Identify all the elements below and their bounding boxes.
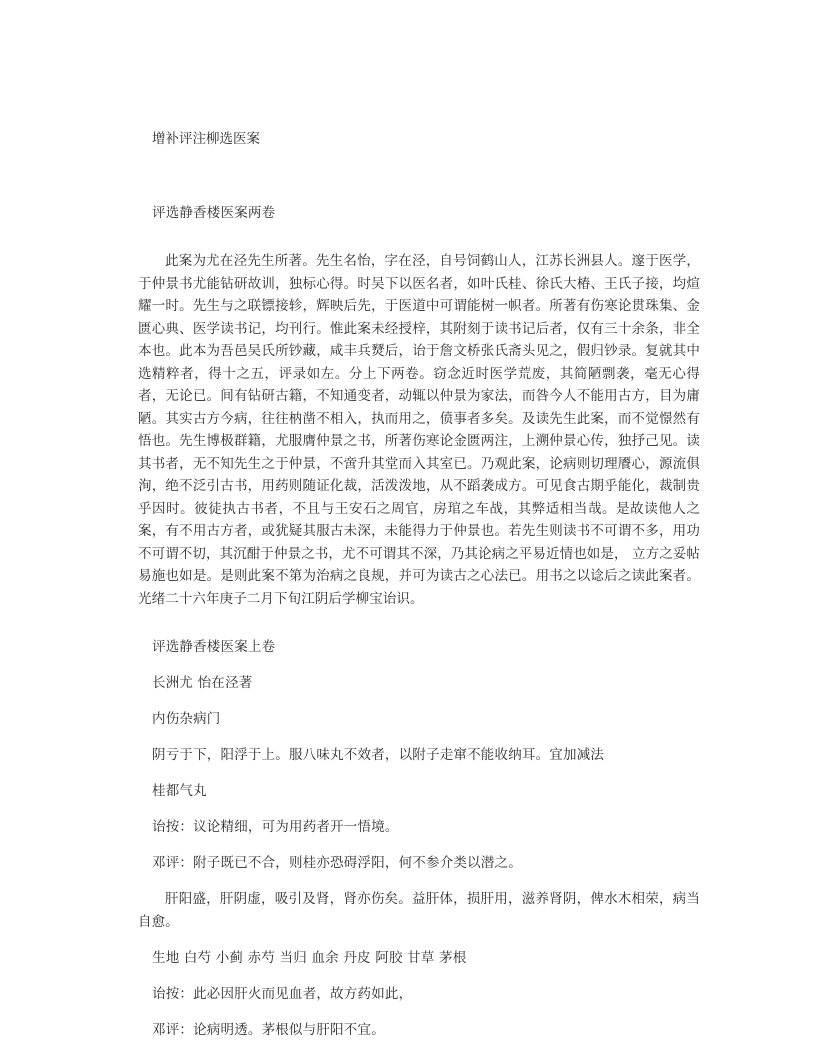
case-2-note-deng: 邓评：论病明透。茅根似与肝阳不宜。 <box>152 1022 385 1038</box>
title-spacer <box>138 150 700 202</box>
case-2-note-yi: 诒按：此必因肝火而见血者，故方药如此， <box>152 986 413 1002</box>
preface-paragraph: 此案为尤在泾先生所著。先生名怡，字在泾，自号饲鹤山人，江苏长洲县人。邃于医学，于仲景书尤能钻研故训，独标心得。时吴下以医名者，如叶氏桂、徐氏大椿、王氏子接，均煊耀一时。先生与之联镖接轸，辉映后先，于医道中可谓能树一帜者。所著有伤寒论贯珠集、金匮心典、医学读书记，均刊行。惟此案未经授梓，其附刻于读书记后者，仅有三十余条，非全本也。此本为吾邑吴氏所钞藏，咸丰兵燹后，诒于詹文桥张氏斋头见之，假归钞录。复就其中选精粹者，得十之五，评录如左。分上下两卷。窃念近时医学荒废，其简陋剽袭，毫无心得者，无论已。间有钻研古籍，不知通变者，动辄以仲景为家法，而咎今人不能用古方，目为庸陋。其实古方今病，往往枘凿不相入，执而用之，偾事者多矣。及读先生此案，而不觉憬然有悟也。先生博极群籍，尤服膺仲景之书，所著伤寒论金匮两注，上溯仲景心传，独抒己见。读其书者，无不知先生之于仲景，不啻升其堂而入其室已。乃观此案，论病则切理餍心，源流俱洵，绝不泛引古书，用药则随证化裁，活泼泼地，从不蹈袭成方。可见食古期乎能化，裁制贵乎因时。彼徒执古书者，不且与王安石之周官，房琯之车战，其弊适相当哉。是故读他人之案，有不用古方者，或犹疑其服古未深，未能得力于仲景也。若先生则读书不可谓不多，用功不可谓不切，其沉酣于仲景之书，尤不可谓其不深，乃其论病之平易近情也如是， 立方之妥帖易施也如是。是则此案不第为治病之良规，并可为读古之心法已。用书之以谂后之读此案者。光绪二十六年庚子二月下旬江阴后学柳宝诒识。 <box>138 253 700 607</box>
section-spacer <box>138 238 700 250</box>
case-1-formula: 桂都气丸 <box>152 783 207 799</box>
case-2-formula: 生地 白芍 小蓟 赤芍 当归 血余 丹皮 阿胶 甘草 茅根 <box>152 950 467 966</box>
section-title: 评选静香楼医案两卷 <box>152 205 276 221</box>
case-1-note-yi: 诒按：议论精细，可为用药者开一悟境。 <box>152 819 399 835</box>
category-heading: 内伤杂病门 <box>152 711 221 727</box>
author-line: 长洲尤 怡在泾著 <box>152 675 253 691</box>
document-content <box>138 128 700 1055</box>
case-2-text: 肝阳盛，肝阴虚，吸引及肾，肾亦伤矣。益肝体，损肝用，滋养肾阴，俾水木相荣，病当自愈。 <box>138 891 700 930</box>
book-title: 增补评注柳选医案 <box>152 131 260 147</box>
preface-spacer <box>138 624 700 636</box>
case-1-note-deng: 邓评：附子既已不合，则桂亦恐碍浮阳，何不参介类以潜之。 <box>152 855 522 871</box>
volume-title: 评选静香楼医案上卷 <box>152 639 276 655</box>
case-1-text: 阴亏于下，阳浮于上。服八味丸不效者，以附子走窜不能收纳耳。宜加减法 <box>152 747 605 763</box>
